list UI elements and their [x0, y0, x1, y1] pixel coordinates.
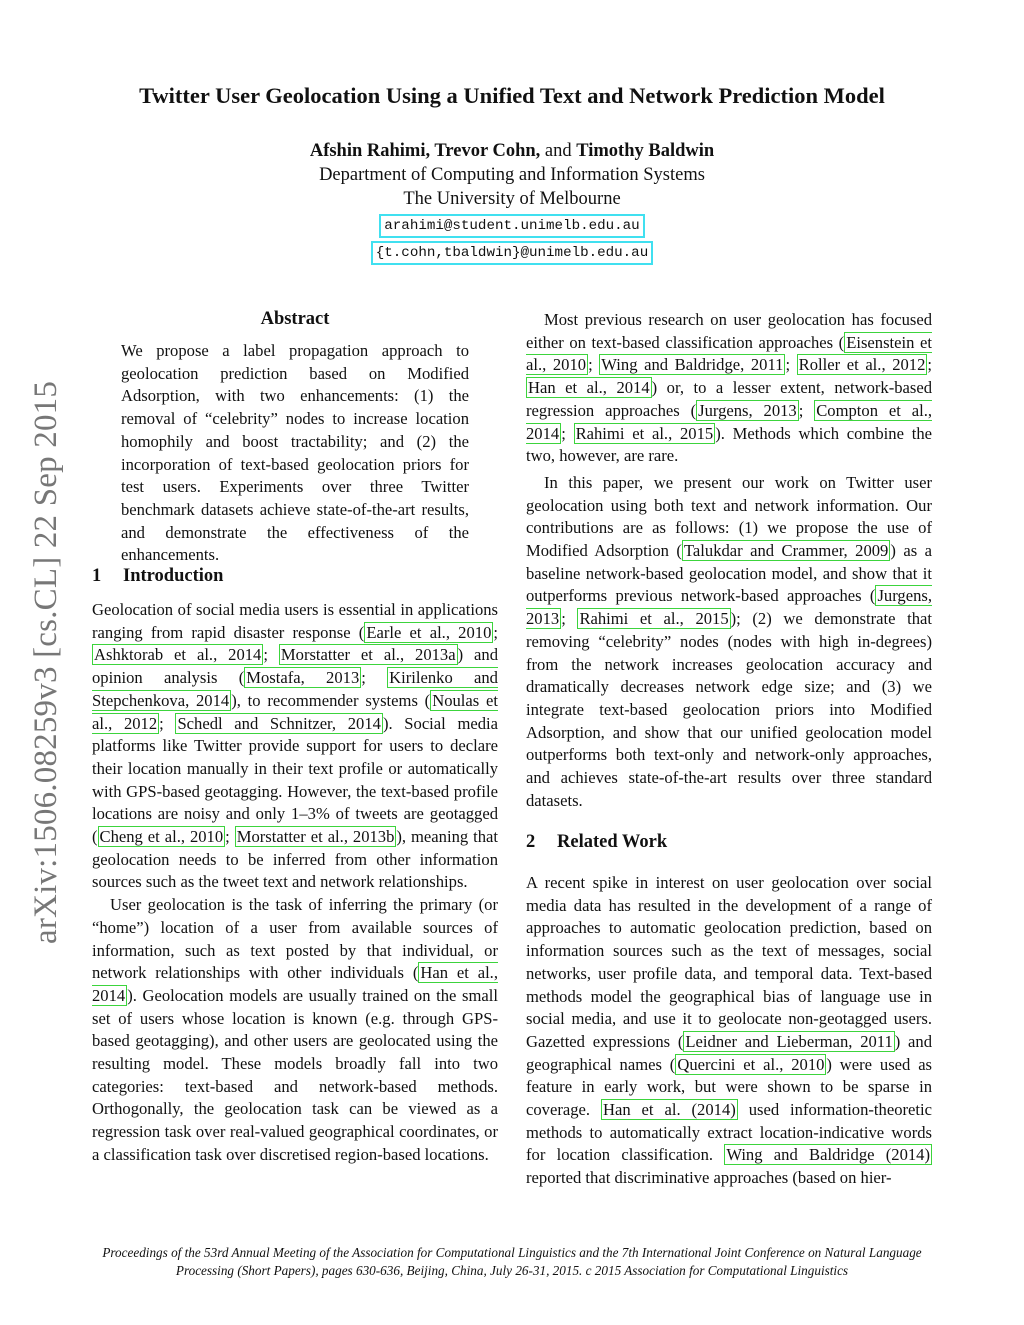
email-link-1[interactable]: arahimi@student.unimelb.edu.au	[379, 214, 644, 238]
author-department: Department of Computing and Information Systems	[319, 165, 705, 185]
citation-link[interactable]: Mostafa, 2013	[246, 668, 360, 688]
paragraph: A recent spike in interest on user geolocation over social media data has resulted in the development of a range of approaches to automatic geolocation prediction, based on information sources such as the text of messages, social networks, user profile data, and temporal data. Text-based methods model the geographical bias of language use in social media, and use it to geolocate non-geotagged users. Gazetted expressions ( Leidner and Lieberman, 2011 ) and geographical names ( Quercini et al., 2010 ) were used as feature in early work, but were shown to be sparse in coverage. Han et al. (2014) used information-theoretic methods to automatically extract location-indicative words for location classification. Wing and Baldridge (2014) reported that discriminative approaches (based on hier-	[526, 873, 933, 1188]
citation-link[interactable]: Wing and Baldridge (2014)	[726, 1145, 930, 1165]
paragraph: Most previous research on user geolocation has focused either on text-based classification approaches ( Eisenstein et al., 2010 ; Wing and Baldridge, 2011 ; Roller et al., 2012 ; Han et al., 2014 ) or, to a lesser extent, network-based regression approaches ( Jurgens, 2013 ; Compton et al., 2014 ; Rahimi et al., 2015 ). Methods which combine the two, however, are rare.	[526, 310, 933, 466]
author-names	[0, 139, 1024, 163]
proceedings-footer: Proceedings of the 53rd Annual Meeting of the Association for Computational Linguistics and the 7th International Joint Conference on Natural Language Processing (Short Papers), pages 630-636, Beijing, China, July 26-31, 2015. c 2015 Association for Computational Linguistics	[102, 1245, 922, 1278]
paragraph: Geolocation of social media users is essential in applications ranging from rapid disaster response ( Earle et al., 2010 ; Ashktorab et al., 2014 ; Morstatter et al., 2013a ) and opinion analysis ( Mostafa, 2013 ; Kirilenko and Stepchenkova, 2014 ), to recommender systems ( Noulas et al., 2012 ; Schedl and Schnitzer, 2014 ). Social media platforms like Twitter provide support for users to declare their location manually in their text profile or automatically with GPS-based geotagging. However, the text-based profile locations are noisy and only 1–3% of tweets are geotagged ( Cheng et al., 2010 ; Morstatter et al., 2013b ), meaning that geolocation needs to be inferred from other information sources such as the tweet text and network relationships.	[92, 600, 499, 892]
section-title: Related Work	[557, 832, 668, 852]
citation-link[interactable]: Han et al., 2014	[528, 378, 650, 398]
section-number: 1	[92, 566, 102, 586]
section-title: Introduction	[123, 566, 224, 586]
author-name-last: Timothy Baldwin	[576, 141, 715, 161]
citation-link[interactable]: Wing and Baldridge, 2011	[601, 355, 784, 375]
right-column-intro-body	[526, 309, 932, 812]
author-block	[0, 139, 1024, 265]
author-and: and	[544, 141, 572, 161]
citation-link[interactable]: Cheng et al., 2010	[99, 827, 224, 847]
citation-link[interactable]: Jurgens, 2013	[526, 586, 932, 629]
citation-link[interactable]: Jurgens, 2013	[698, 400, 797, 420]
citation-link[interactable]: Talukdar and Crammer, 2009	[683, 541, 889, 561]
citation-link[interactable]: Morstatter et al., 2013b	[236, 827, 395, 847]
citation-link[interactable]: Noulas et al., 2012	[92, 690, 498, 733]
citation-link[interactable]: Quercini et al., 2010	[677, 1054, 825, 1074]
section-heading-introduction	[92, 566, 223, 587]
citation-link[interactable]: Han et al. (2014)	[602, 1100, 736, 1120]
introduction-body	[92, 599, 498, 1167]
citation-link[interactable]: Compton et al., 2014	[526, 400, 932, 443]
citation-link[interactable]: Han et al., 2014	[92, 963, 498, 1005]
citation-link[interactable]: Morstatter et al., 2013a	[280, 645, 456, 665]
arxiv-identifier: arXiv:1506.08259v3 [cs.CL] 22 Sep 2015	[28, 380, 64, 944]
paragraph: In this paper, we present our work on Twitter user geolocation using both text and network information. Our contributions are as follows: (1) we propose the use of Modified Adsorption ( Talukdar and Crammer, 2009 ) as a baseline network-based geolocation model, and show that it outperforms previous network-based approaches ( Jurgens, 2013 ; Rahimi et al., 2015 ); (2) we demonstrate that removing “celebrity” nodes (nodes with high in-degrees) from the network increases geolocation accuracy and dramatically decreases network edge size; and (3) we integrate text-based geolocation priors into Modified Adsorption, and show that our unified geolocation model outperforms both text-only and network-only approaches, and achieves state-of-the-art results over three standard datasets.	[526, 472, 932, 810]
citation-link[interactable]: Ashktorab et al., 2014	[94, 645, 262, 665]
section-number: 2	[526, 832, 536, 852]
citation-link[interactable]: Eisenstein et al., 2010	[526, 332, 932, 375]
citation-link[interactable]: Roller et al., 2012	[798, 355, 926, 375]
citation-link[interactable]: Earle et al., 2010	[366, 622, 492, 642]
citation-link[interactable]: Schedl and Schnitzer, 2014	[177, 713, 381, 733]
citation-link[interactable]: Leidner and Lieberman, 2011	[685, 1031, 893, 1051]
citation-link[interactable]: Rahimi et al., 2015	[575, 423, 714, 443]
related-work-body	[526, 872, 932, 1190]
author-university: The University of Melbourne	[403, 189, 621, 209]
citation-link[interactable]: Kirilenko and Stepchenkova, 2014	[92, 668, 498, 710]
paragraph: User geolocation is the task of inferring the primary (or “home”) location of a user from available sources of information, such as text posted by that individual, or network relationships with other individuals ( Han et al., 2014 ). Geolocation models are usually trained on the small set of users whose location is known (e.g. through GPS-based geotagging), and other users are geolocated using the resulting model. These models broadly fall into two categories: text-based and network-based methods. Orthogonally, the geolocation task can be viewed as a regression task over real-valued geographical coordinates, or a classification task over discretised region-based locations.	[92, 895, 498, 1164]
paper-title: Twitter User Geolocation Using a Unified Text and Network Prediction Model	[139, 83, 885, 108]
abstract-text: We propose a label propagation approach to geolocation prediction based on Modified Adsorption, with two enhancements: (1) the removal of “celebrity” nodes to increase location homophily and boost tractability; and (2) the incorporation of text-based geolocation priors for test users. Experiments over three Twitter benchmark datasets achieve state-of-the-art results, and demonstrate the effectiveness of the enhancements.	[121, 341, 469, 565]
citation-link[interactable]: Rahimi et al., 2015	[579, 609, 729, 629]
abstract-heading: Abstract	[260, 309, 330, 329]
email-link-2[interactable]: {t.cohn,tbaldwin}@unimelb.edu.au	[371, 241, 653, 265]
section-heading-related-work	[526, 832, 667, 853]
author-names-first: Afshin Rahimi, Trevor Cohn,	[309, 141, 541, 161]
